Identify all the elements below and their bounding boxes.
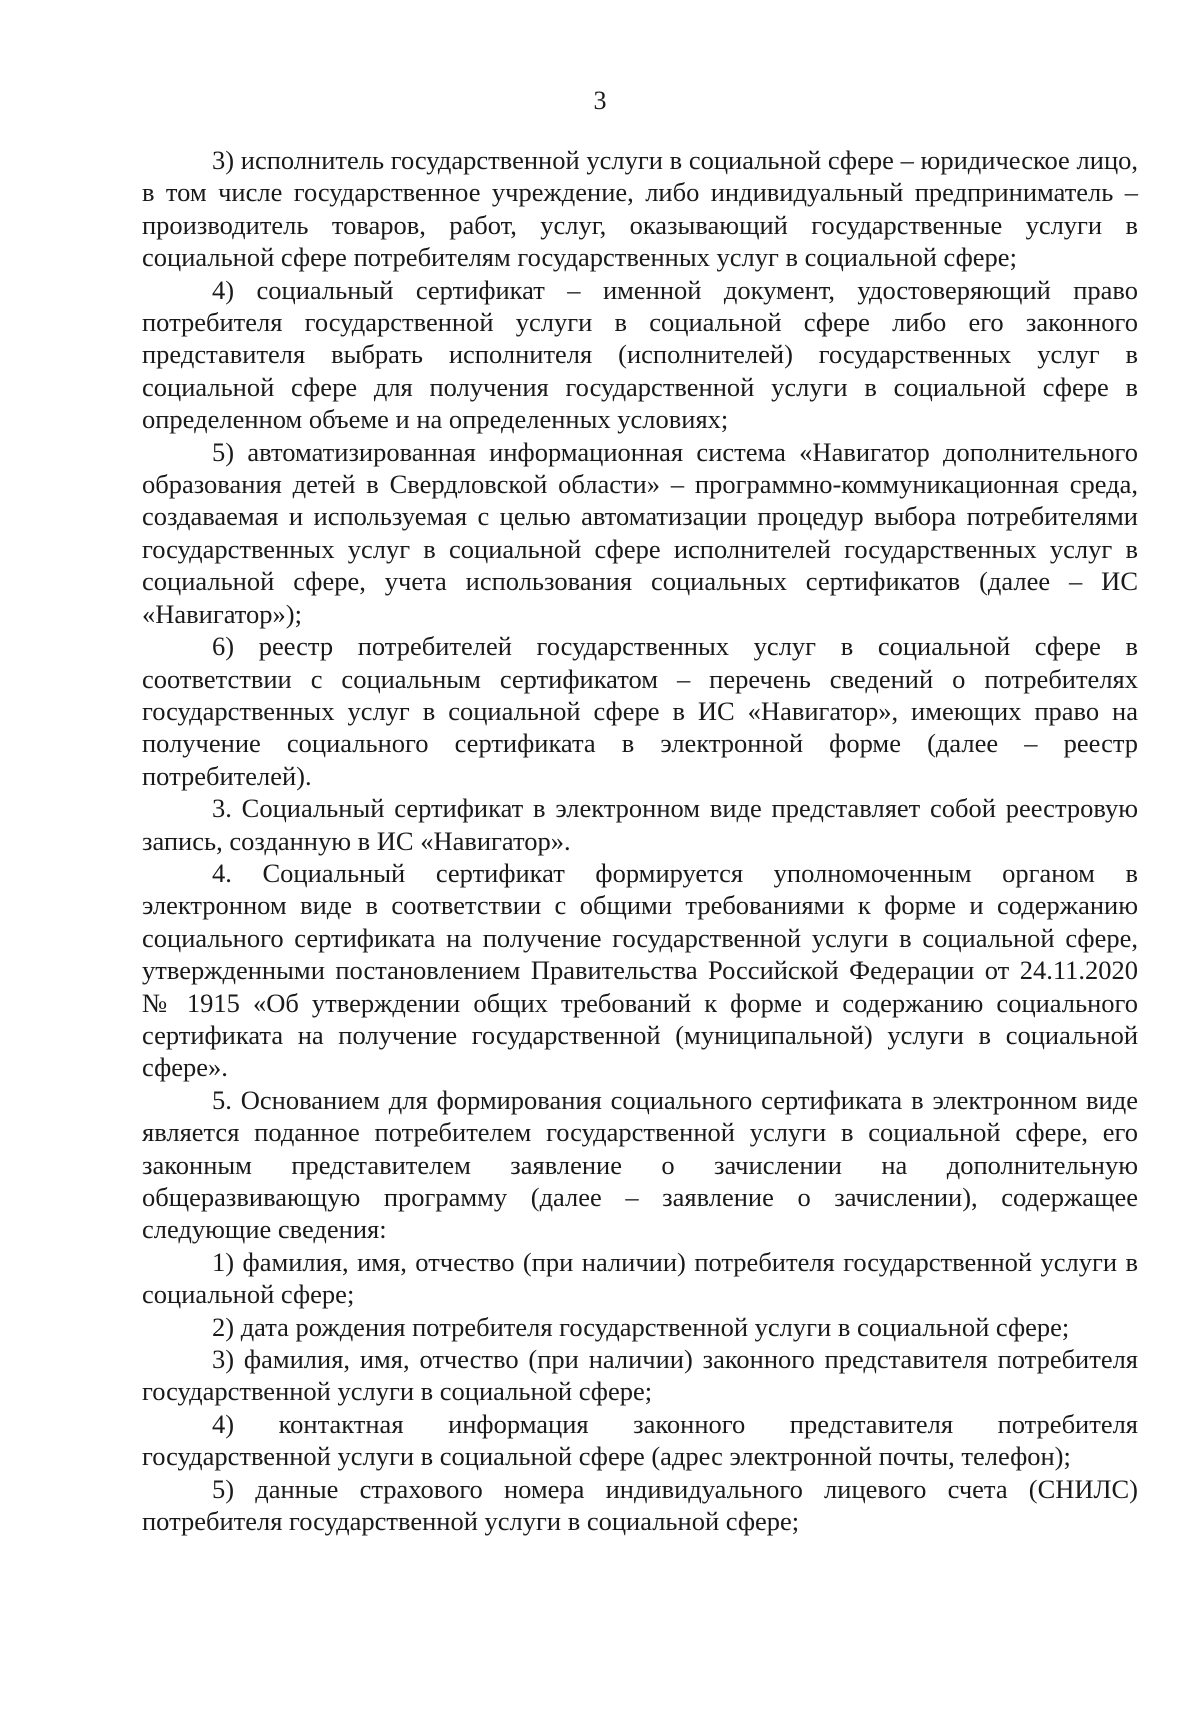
list-item-full-name: 1) фамилия, имя, отчество (при наличии) потребителя государственной услуги в социальной сфере; [142,1246,1138,1310]
paragraph-item-6-consumer-registry: 6) реестр потребителей государственных услуг в социальной сфере в соответствии с социальным сертификатом – перечень сведений о потребителях государственных услуг в социальной сфере в ИС «Навигатор», имеющих право на получение социального сертификата в электронной форме (далее – реестр потребителей). [142,631,1138,791]
list-item-snils: 5) данные страхового номера индивидуального лицевого счета (СНИЛС) потребителя государственной услуги в социальной сфере; [142,1473,1138,1537]
list-item-birth-date: 2) дата рождения потребителя государственной услуги в социальной сфере; [212,1311,1070,1342]
paragraph-section-5: 5. Основанием для формирования социального сертификата в электронном виде является поданное потребителем государственной услуги в социальной сфере, его законным представителем заявление о зачислении на дополнительную общеразвивающую программу (далее – заявление о зачислении), содержащее следующие сведения: [142,1084,1138,1245]
page-number: 3 [593,86,607,115]
paragraph-item-4-social-certificate: 4) социальный сертификат – именной документ, удостоверяющий право потребителя государственной услуги в социальной сфере либо его законного представителя выбрать исполнителя (исполнителей) государственных услуг в социальной сфере для получения государственной услуги в социальной сфере в определенном объеме и на определенных условиях; [142,274,1138,435]
paragraph-section-4: 4. Социальный сертификат формируется уполномоченным органом в электронном виде в соответствии с общими требованиями к форме и содержанию социального сертификата на получение государственной услуги в социальной сфере, утвержденными постановлением Правительства Российской Федерации от 24.11.2020 № 1915 «Об утверждении общих требований к форме и содержанию социального сертификата на получение государственной (муниципальной) услуги в социальной сфере». [142,857,1138,1083]
paragraph-item-5-navigator-system: 5) автоматизированная информационная система «Навигатор дополнительного образования детей в Свердловской области» – программно-коммуникационная среда, создаваемая и используемая с целью автоматизации процедур выбора потребителями государственных услуг в социальной сфере исполнителей государственных услуг в социальной сфере, учета использования социальных сертификатов (далее – ИС «Навигатор»); [142,436,1138,629]
paragraph-section-3: 3. Социальный сертификат в электронном виде представляет собой реестровую запись, созданную в ИС «Навигатор». [142,793,1138,856]
paragraph-item-3-executor: 3) исполнитель государственной услуги в социальной сфере – юридическое лицо, в том числе государственное учреждение, либо индивидуальный предприниматель – производитель товаров, работ, услуг, оказывающий государственные услуги в социальной сфере потребителям государственных услуг в социальной сфере; [142,145,1138,273]
document-body [142,144,1138,1537]
list-item-contact-info: 4) контактная информация законного представителя потребителя государственной услуги в социальной сфере (адрес электронной почты, телефон); [142,1408,1138,1472]
list-item-representative-name: 3) фамилия, имя, отчество (при наличии) законного представителя потребителя государственной услуги в социальной сфере; [142,1344,1138,1407]
